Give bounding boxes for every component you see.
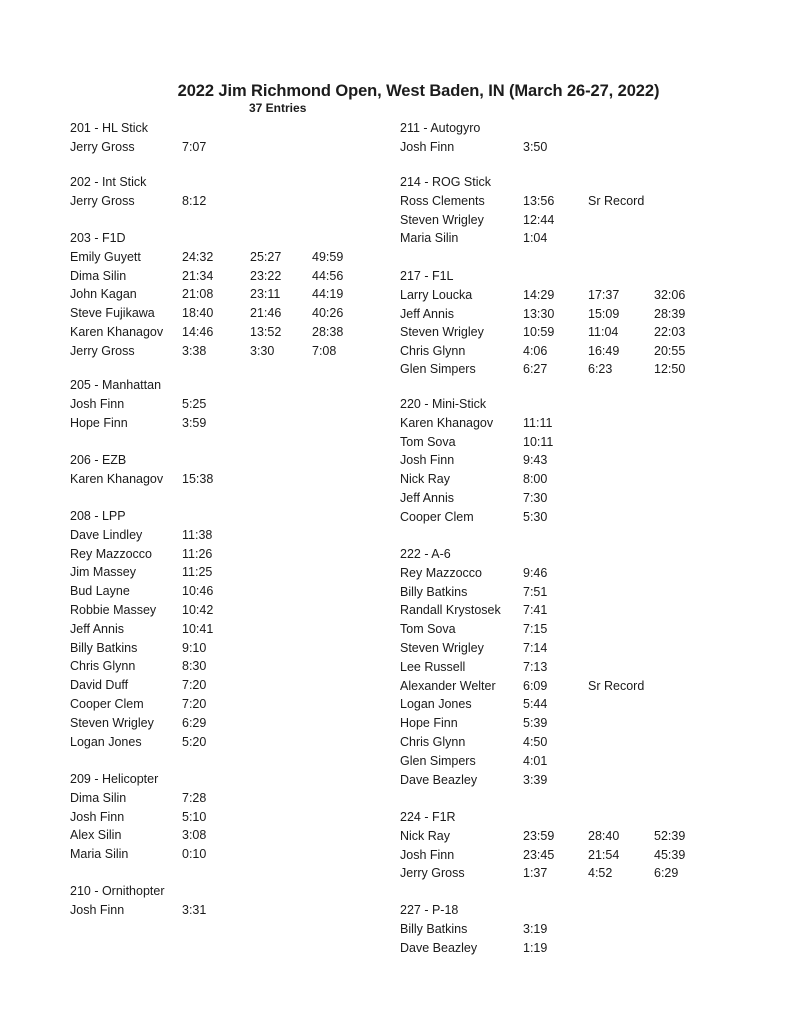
flight-time-1: 1:04 (523, 231, 548, 246)
flight-time-1: 1:37 (523, 866, 548, 881)
flight-time-1: 6:29 (182, 715, 207, 730)
contestant-name: Dima Silin (70, 268, 127, 283)
flight-total: 45:39 (654, 847, 686, 862)
record-note: Sr Record (588, 193, 645, 208)
flight-time-1: 6:09 (523, 678, 548, 693)
flight-time-1: 5:20 (182, 734, 207, 749)
result-row (400, 601, 548, 620)
flight-time-1: 15:38 (182, 471, 214, 486)
flight-time-1: 10:59 (523, 325, 555, 340)
contestant-name: Jeff Annis (400, 490, 454, 505)
result-row (400, 323, 686, 342)
event-209 (70, 770, 207, 864)
event-201 (70, 119, 207, 157)
flight-total: 7:08 (312, 343, 337, 358)
result-row (400, 138, 548, 157)
flight-time-1: 7:20 (182, 696, 207, 711)
result-row (400, 658, 548, 677)
flight-total: 22:03 (654, 325, 686, 340)
event-224 (400, 808, 686, 883)
result-row (70, 470, 214, 489)
flight-time-1: 9:46 (523, 565, 548, 580)
result-row (70, 304, 344, 323)
result-row (70, 285, 344, 304)
flight-total: 49:59 (312, 249, 344, 264)
event-208 (70, 507, 214, 751)
flight-time-1: 5:25 (182, 396, 207, 411)
event-heading: 201 - HL Stick (70, 121, 149, 135)
contestant-name: Jim Massey (70, 565, 136, 580)
contestant-name: John Kagan (70, 287, 137, 302)
contestant-name: Ross Clements (400, 193, 485, 208)
event-heading: 214 - ROG Stick (400, 175, 491, 189)
result-row (400, 752, 548, 771)
result-row (400, 451, 548, 470)
contestant-name: Jerry Gross (70, 139, 135, 154)
flight-time-1: 13:56 (523, 193, 555, 208)
contestant-name: Billy Batkins (400, 921, 468, 936)
contestant-name: Tom Sova (400, 434, 456, 449)
contestant-name: Josh Finn (400, 139, 455, 154)
event-202 (70, 173, 207, 211)
contestant-name: Bud Layne (70, 584, 130, 599)
event-heading: 205 - Manhattan (70, 378, 162, 392)
result-row (400, 564, 548, 583)
event-heading: 227 - P-18 (400, 903, 459, 917)
flight-time-1: 8:30 (182, 659, 207, 674)
contestant-name: Chris Glynn (70, 659, 136, 674)
contestant-name: Emily Guyett (70, 249, 141, 264)
flight-total: 12:50 (654, 361, 686, 376)
flight-time-1: 7:14 (523, 640, 548, 655)
flight-time-1: 7:28 (182, 790, 207, 805)
contestant-name: Chris Glynn (400, 344, 466, 359)
result-row (70, 714, 207, 733)
flight-time-1: 7:51 (523, 584, 548, 599)
result-row (400, 211, 555, 230)
contestant-name: Robbie Massey (70, 602, 157, 617)
result-row (400, 920, 548, 939)
flight-time-1: 11:26 (182, 546, 213, 561)
contestant-name: Cooper Clem (70, 696, 144, 711)
result-row (400, 342, 686, 361)
result-row (400, 939, 548, 958)
contestant-name: Tom Sova (400, 622, 456, 637)
result-row (400, 864, 679, 883)
contestant-name: Jeff Annis (70, 621, 124, 636)
contestant-name: Josh Finn (70, 396, 125, 411)
result-row (400, 414, 553, 433)
contestant-name: Josh Finn (70, 902, 125, 917)
result-row (70, 620, 214, 639)
result-row (70, 395, 207, 414)
result-row (70, 414, 207, 433)
flight-time-1: 18:40 (182, 306, 214, 321)
flight-time-1: 4:50 (523, 734, 548, 749)
result-row (400, 361, 686, 377)
contestant-name: Steven Wrigley (400, 212, 484, 227)
result-row (70, 563, 213, 582)
result-row (400, 470, 548, 489)
flight-time-1: 7:30 (523, 490, 548, 505)
contestant-name: Dave Lindley (70, 527, 143, 542)
event-heading: 203 - F1D (70, 231, 126, 245)
result-row (70, 192, 207, 211)
flight-time-2: 23:22 (250, 268, 282, 283)
result-row (400, 489, 548, 508)
result-row (70, 342, 337, 361)
result-row (400, 733, 548, 752)
contestant-name: Cooper Clem (400, 509, 474, 524)
flight-time-1: 12:44 (523, 212, 555, 227)
contestant-name: Steven Wrigley (70, 715, 154, 730)
event-205 (70, 376, 207, 432)
flight-time-1: 1:19 (523, 940, 548, 955)
contestant-name: Jerry Gross (400, 866, 465, 881)
result-row (400, 846, 686, 865)
contestant-name: Hope Finn (70, 415, 128, 430)
flight-time-1: 5:10 (182, 809, 207, 824)
result-row (400, 714, 548, 733)
flight-time-1: 10:42 (182, 602, 214, 617)
contestant-name: Larry Loucka (400, 287, 473, 302)
event-heading: 220 - Mini-Stick (400, 397, 487, 411)
contestant-name: Logan Jones (70, 734, 142, 749)
contestant-name: Glen Simpers (400, 361, 476, 376)
contestant-name: Hope Finn (400, 716, 458, 731)
result-row (70, 826, 207, 845)
contestant-name: Glen Simpers (400, 753, 476, 768)
result-row (70, 138, 207, 157)
contestant-name: Jerry Gross (70, 193, 135, 208)
result-row (70, 845, 207, 864)
contestant-name: Josh Finn (400, 453, 455, 468)
result-row (400, 827, 686, 846)
event-heading: 222 - A-6 (400, 547, 451, 561)
contestant-name: Steve Fujikawa (70, 306, 155, 321)
flight-time-1: 13:30 (523, 306, 555, 321)
flight-time-1: 10:11 (523, 434, 554, 449)
result-row (70, 526, 213, 545)
flight-time-2: 17:37 (588, 287, 620, 302)
contestant-name: Chris Glynn (400, 734, 466, 749)
contestant-name: Nick Ray (400, 828, 451, 843)
result-row (400, 229, 548, 248)
result-row (70, 789, 207, 808)
contestant-name: Steven Wrigley (400, 325, 484, 340)
flight-time-2: 28:40 (588, 828, 620, 843)
result-row (70, 901, 207, 920)
flight-time-1: 7:15 (523, 622, 548, 637)
entries-count: 37 Entries (249, 101, 307, 115)
result-row (400, 639, 548, 658)
contestant-name: Alex Silin (70, 828, 122, 843)
result-row (70, 676, 207, 695)
flight-time-1: 10:41 (182, 621, 214, 636)
result-row (70, 808, 207, 827)
flight-time-1: 14:29 (523, 287, 555, 302)
contestant-name: Nick Ray (400, 472, 451, 487)
contestant-name: Billy Batkins (400, 584, 468, 599)
event-217 (400, 267, 686, 377)
flight-total: 6:29 (654, 866, 679, 881)
flight-time-1: 5:30 (523, 509, 548, 524)
flight-time-1: 14:46 (182, 324, 214, 339)
flight-time-1: 7:20 (182, 678, 207, 693)
contestant-name: Karen Khanagov (400, 415, 494, 430)
flight-total: 44:56 (312, 268, 344, 283)
flight-time-1: 11:38 (182, 527, 213, 542)
flight-total: 40:26 (312, 306, 344, 321)
result-row (70, 639, 207, 658)
flight-time-1: 3:19 (523, 921, 548, 936)
contestant-name: David Duff (70, 678, 129, 693)
contestant-name: Logan Jones (400, 697, 472, 712)
contestant-name: Steven Wrigley (400, 640, 484, 655)
result-row (70, 323, 344, 342)
record-note: Sr Record (588, 678, 645, 693)
flight-time-1: 3:38 (182, 343, 207, 358)
flight-time-2: 13:52 (250, 324, 282, 339)
result-row (400, 508, 548, 527)
flight-time-1: 24:32 (182, 249, 214, 264)
flight-time-2: 4:52 (588, 866, 613, 881)
contestant-name: Karen Khanagov (70, 471, 164, 486)
flight-time-1: 9:10 (182, 640, 207, 655)
flight-time-1: 11:11 (523, 415, 553, 430)
flight-time-2: 15:09 (588, 306, 620, 321)
result-row (400, 583, 548, 602)
flight-time-2: 23:11 (250, 287, 281, 302)
result-row (400, 192, 645, 211)
result-row (400, 677, 645, 696)
result-row (70, 545, 213, 564)
flight-total: 32:06 (654, 287, 686, 302)
flight-time-2: 16:49 (588, 344, 620, 359)
contestant-name: Jerry Gross (70, 343, 135, 358)
event-heading: 202 - Int Stick (70, 175, 147, 189)
flight-time-1: 4:06 (523, 344, 548, 359)
event-211 (400, 119, 548, 157)
flight-time-1: 4:01 (523, 753, 548, 768)
contestant-name: Rey Mazzocco (70, 546, 152, 561)
result-row (400, 695, 548, 714)
result-row (400, 620, 548, 639)
flight-time-1: 3:50 (523, 139, 548, 154)
contestant-name: Josh Finn (70, 809, 125, 824)
event-heading: 208 - LPP (70, 509, 126, 523)
result-row (400, 305, 686, 324)
flight-time-2: 21:46 (250, 306, 282, 321)
result-row (70, 267, 344, 286)
contestant-name: Rey Mazzocco (400, 565, 482, 580)
result-row (70, 248, 344, 267)
flight-time-2: 11:04 (588, 325, 619, 340)
flight-time-1: 23:59 (523, 828, 555, 843)
flight-total: 52:39 (654, 828, 686, 843)
contestant-name: Josh Finn (400, 847, 455, 862)
flight-time-1: 0:10 (182, 847, 207, 862)
event-227 (400, 901, 548, 957)
flight-time-1: 21:34 (182, 268, 214, 283)
flight-time-1: 23:45 (523, 847, 555, 862)
event-heading: 209 - Helicopter (70, 772, 159, 786)
flight-time-2: 21:54 (588, 847, 620, 862)
contestant-name: Lee Russell (400, 659, 466, 674)
flight-total: 28:38 (312, 324, 344, 339)
flight-time-2: 3:30 (250, 343, 275, 358)
event-203 (70, 229, 344, 361)
event-heading: 206 - EZB (70, 453, 127, 467)
result-row (70, 733, 207, 752)
contestant-name: Karen Khanagov (70, 324, 164, 339)
flight-time-1: 7:13 (523, 659, 548, 674)
contestant-name: Alexander Welter (400, 678, 496, 693)
flight-time-1: 3:39 (523, 772, 548, 787)
contestant-name: Maria Silin (70, 847, 129, 862)
flight-total: 28:39 (654, 306, 686, 321)
flight-time-1: 5:44 (523, 697, 548, 712)
flight-time-1: 7:41 (523, 603, 548, 618)
event-220 (400, 395, 554, 527)
event-heading: 217 - F1L (400, 269, 454, 283)
contestant-name: Dima Silin (70, 790, 127, 805)
contestant-name: Jeff Annis (400, 306, 454, 321)
flight-time-1: 11:25 (182, 565, 213, 580)
flight-total: 20:55 (654, 344, 686, 359)
contestant-name: Billy Batkins (70, 640, 138, 655)
result-row (400, 771, 548, 790)
result-row (400, 433, 554, 452)
flight-time-1: 21:08 (182, 287, 214, 302)
event-206 (70, 451, 214, 489)
flight-time-1: 5:39 (523, 716, 548, 731)
result-row (70, 601, 214, 620)
result-row (400, 286, 686, 305)
event-210 (70, 882, 207, 920)
flight-time-1: 8:12 (182, 193, 207, 208)
event-214 (400, 173, 645, 248)
flight-time-1: 7:07 (182, 139, 207, 154)
event-heading: 210 - Ornithopter (70, 884, 165, 898)
flight-time-1: 6:27 (523, 361, 548, 376)
flight-time-1: 10:46 (182, 584, 214, 599)
flight-time-1: 9:43 (523, 453, 548, 468)
event-222 (400, 545, 645, 789)
flight-total: 44:19 (312, 287, 344, 302)
flight-time-2: 6:23 (588, 361, 613, 376)
flight-time-2: 25:27 (250, 249, 282, 264)
flight-time-1: 3:08 (182, 828, 207, 843)
contestant-name: Dave Beazley (400, 772, 478, 787)
flight-time-1: 3:31 (182, 902, 207, 917)
page-title: 2022 Jim Richmond Open, West Baden, IN (March 26-27, 2022) (177, 82, 660, 100)
result-row (70, 657, 207, 676)
event-heading: 211 - Autogyro (400, 121, 481, 135)
contestant-name: Maria Silin (400, 231, 459, 246)
result-row (70, 695, 207, 714)
contestant-name: Dave Beazley (400, 940, 478, 955)
result-row (70, 582, 214, 601)
contestant-name: Randall Krystosek (400, 603, 501, 618)
flight-time-1: 8:00 (523, 472, 548, 487)
flight-time-1: 3:59 (182, 415, 207, 430)
event-heading: 224 - F1R (400, 810, 456, 824)
